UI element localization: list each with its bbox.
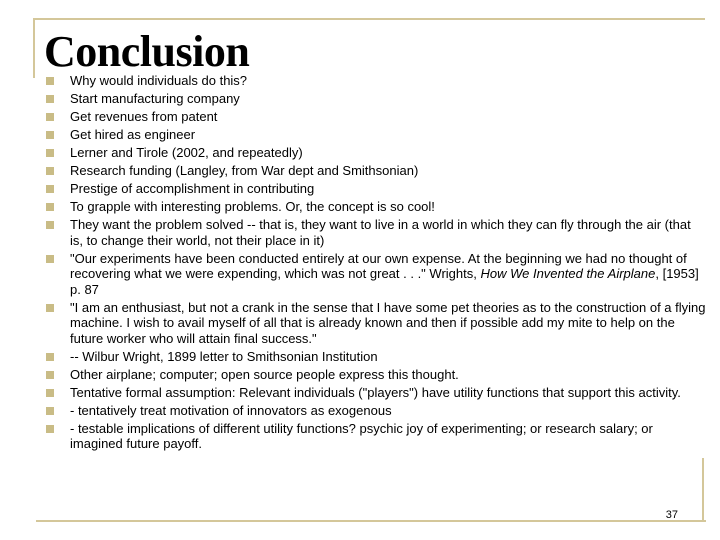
square-bullet-icon (46, 353, 54, 361)
bullet-item: Get hired as engineer (46, 127, 706, 143)
frame-top-line (33, 18, 705, 20)
bullet-item: Lerner and Tirole (2002, and repeatedly) (46, 145, 706, 161)
bullet-list (46, 73, 706, 454)
square-bullet-icon (46, 255, 54, 263)
bullet-item-quote: "Our experiments have been conducted entirely at our own expense. At the beginning we had no thought of recovering what we were expending, which was not great . . ." Wrights, How We Invented the Airplane, [1953] p. 87 (46, 251, 706, 298)
square-bullet-icon (46, 203, 54, 211)
book-title: How We Invented the Airplane (480, 266, 656, 281)
bullet-item: -- Wilbur Wright, 1899 letter to Smithsonian Institution (46, 349, 706, 365)
square-bullet-icon (46, 149, 54, 157)
page-number: 37 (665, 509, 678, 521)
bullet-item: They want the problem solved -- that is, they want to live in a world in which they can fly through the air (that is, to change their world, not their place in it) (46, 217, 706, 248)
frame-bottom-line (36, 520, 706, 522)
square-bullet-icon (46, 407, 54, 415)
bullet-item: Why would individuals do this? (46, 73, 706, 89)
square-bullet-icon (46, 304, 54, 312)
frame-left-line (33, 18, 35, 78)
square-bullet-icon (46, 185, 54, 193)
square-bullet-icon (46, 113, 54, 121)
bullet-item: To grapple with interesting problems. Or, the concept is so cool! (46, 199, 706, 215)
bullet-item: Research funding (Langley, from War dept and Smithsonian) (46, 163, 706, 179)
bullet-item: Start manufacturing company (46, 91, 706, 107)
square-bullet-icon (46, 221, 54, 229)
square-bullet-icon (46, 167, 54, 175)
bullet-item: - testable implications of different utility functions? psychic joy of experimenting; or research salary; or imagined future payoff. (46, 421, 706, 452)
square-bullet-icon (46, 131, 54, 139)
square-bullet-icon (46, 371, 54, 379)
bullet-item: Tentative formal assumption: Relevant individuals ("players") have utility functions that support this activity. (46, 385, 706, 401)
bullet-item: Other airplane; computer; open source people express this thought. (46, 367, 706, 383)
square-bullet-icon (46, 425, 54, 433)
bullet-item: "I am an enthusiast, but not a crank in the sense that I have some pet theories as to the construction of a flying machine. I wish to avail myself of all that is already known and then if possible add my mite to help on the future worker who will attain final success." (46, 300, 706, 347)
bullet-item: - tentatively treat motivation of innovators as exogenous (46, 403, 706, 419)
frame-right-line (702, 458, 704, 520)
square-bullet-icon (46, 77, 54, 85)
bullet-item: Get revenues from patent (46, 109, 706, 125)
bullet-item: Prestige of accomplishment in contributing (46, 181, 706, 197)
square-bullet-icon (46, 389, 54, 397)
slide-title: Conclusion (44, 27, 250, 76)
square-bullet-icon (46, 95, 54, 103)
